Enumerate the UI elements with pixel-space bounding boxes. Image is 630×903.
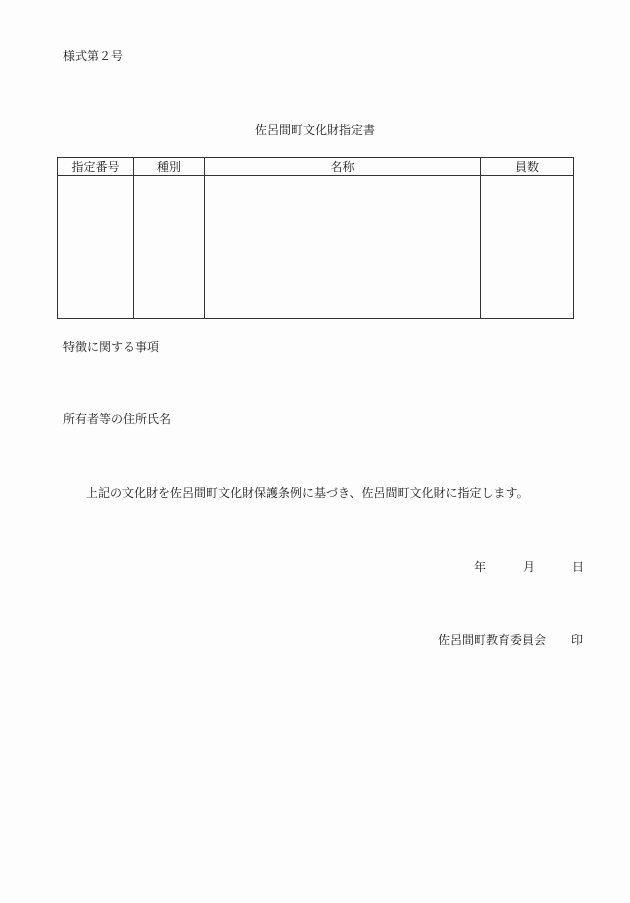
features-label: 特徴に関する事項: [63, 340, 160, 354]
header-name: 名称: [205, 158, 481, 176]
cell-designation-number: [58, 176, 134, 319]
date-day-label: 日: [572, 560, 585, 574]
cell-name: [205, 176, 481, 319]
table-row: [58, 176, 574, 319]
cell-type: [134, 176, 205, 319]
header-quantity: 員数: [481, 158, 574, 176]
owner-address-name-label: 所有者等の住所氏名: [63, 412, 172, 426]
designation-table: [57, 157, 574, 319]
document-title: 佐呂間町文化財指定書: [254, 123, 375, 137]
seal-mark: 印: [571, 633, 584, 647]
form-number: 様式第２号: [63, 49, 124, 63]
designation-statement: 上記の文化財を佐呂間町文化財保護条例に基づき、佐呂間町文化財に指定します。: [86, 486, 529, 500]
header-designation-number: 指定番号: [58, 158, 134, 176]
issuer-name: 佐呂間町教育委員会: [438, 633, 547, 647]
header-type: 種別: [134, 158, 205, 176]
table-header-row: [58, 158, 574, 176]
date-year-label: 年: [474, 560, 487, 574]
cell-quantity: [481, 176, 574, 319]
date-month-label: 月: [523, 560, 536, 574]
